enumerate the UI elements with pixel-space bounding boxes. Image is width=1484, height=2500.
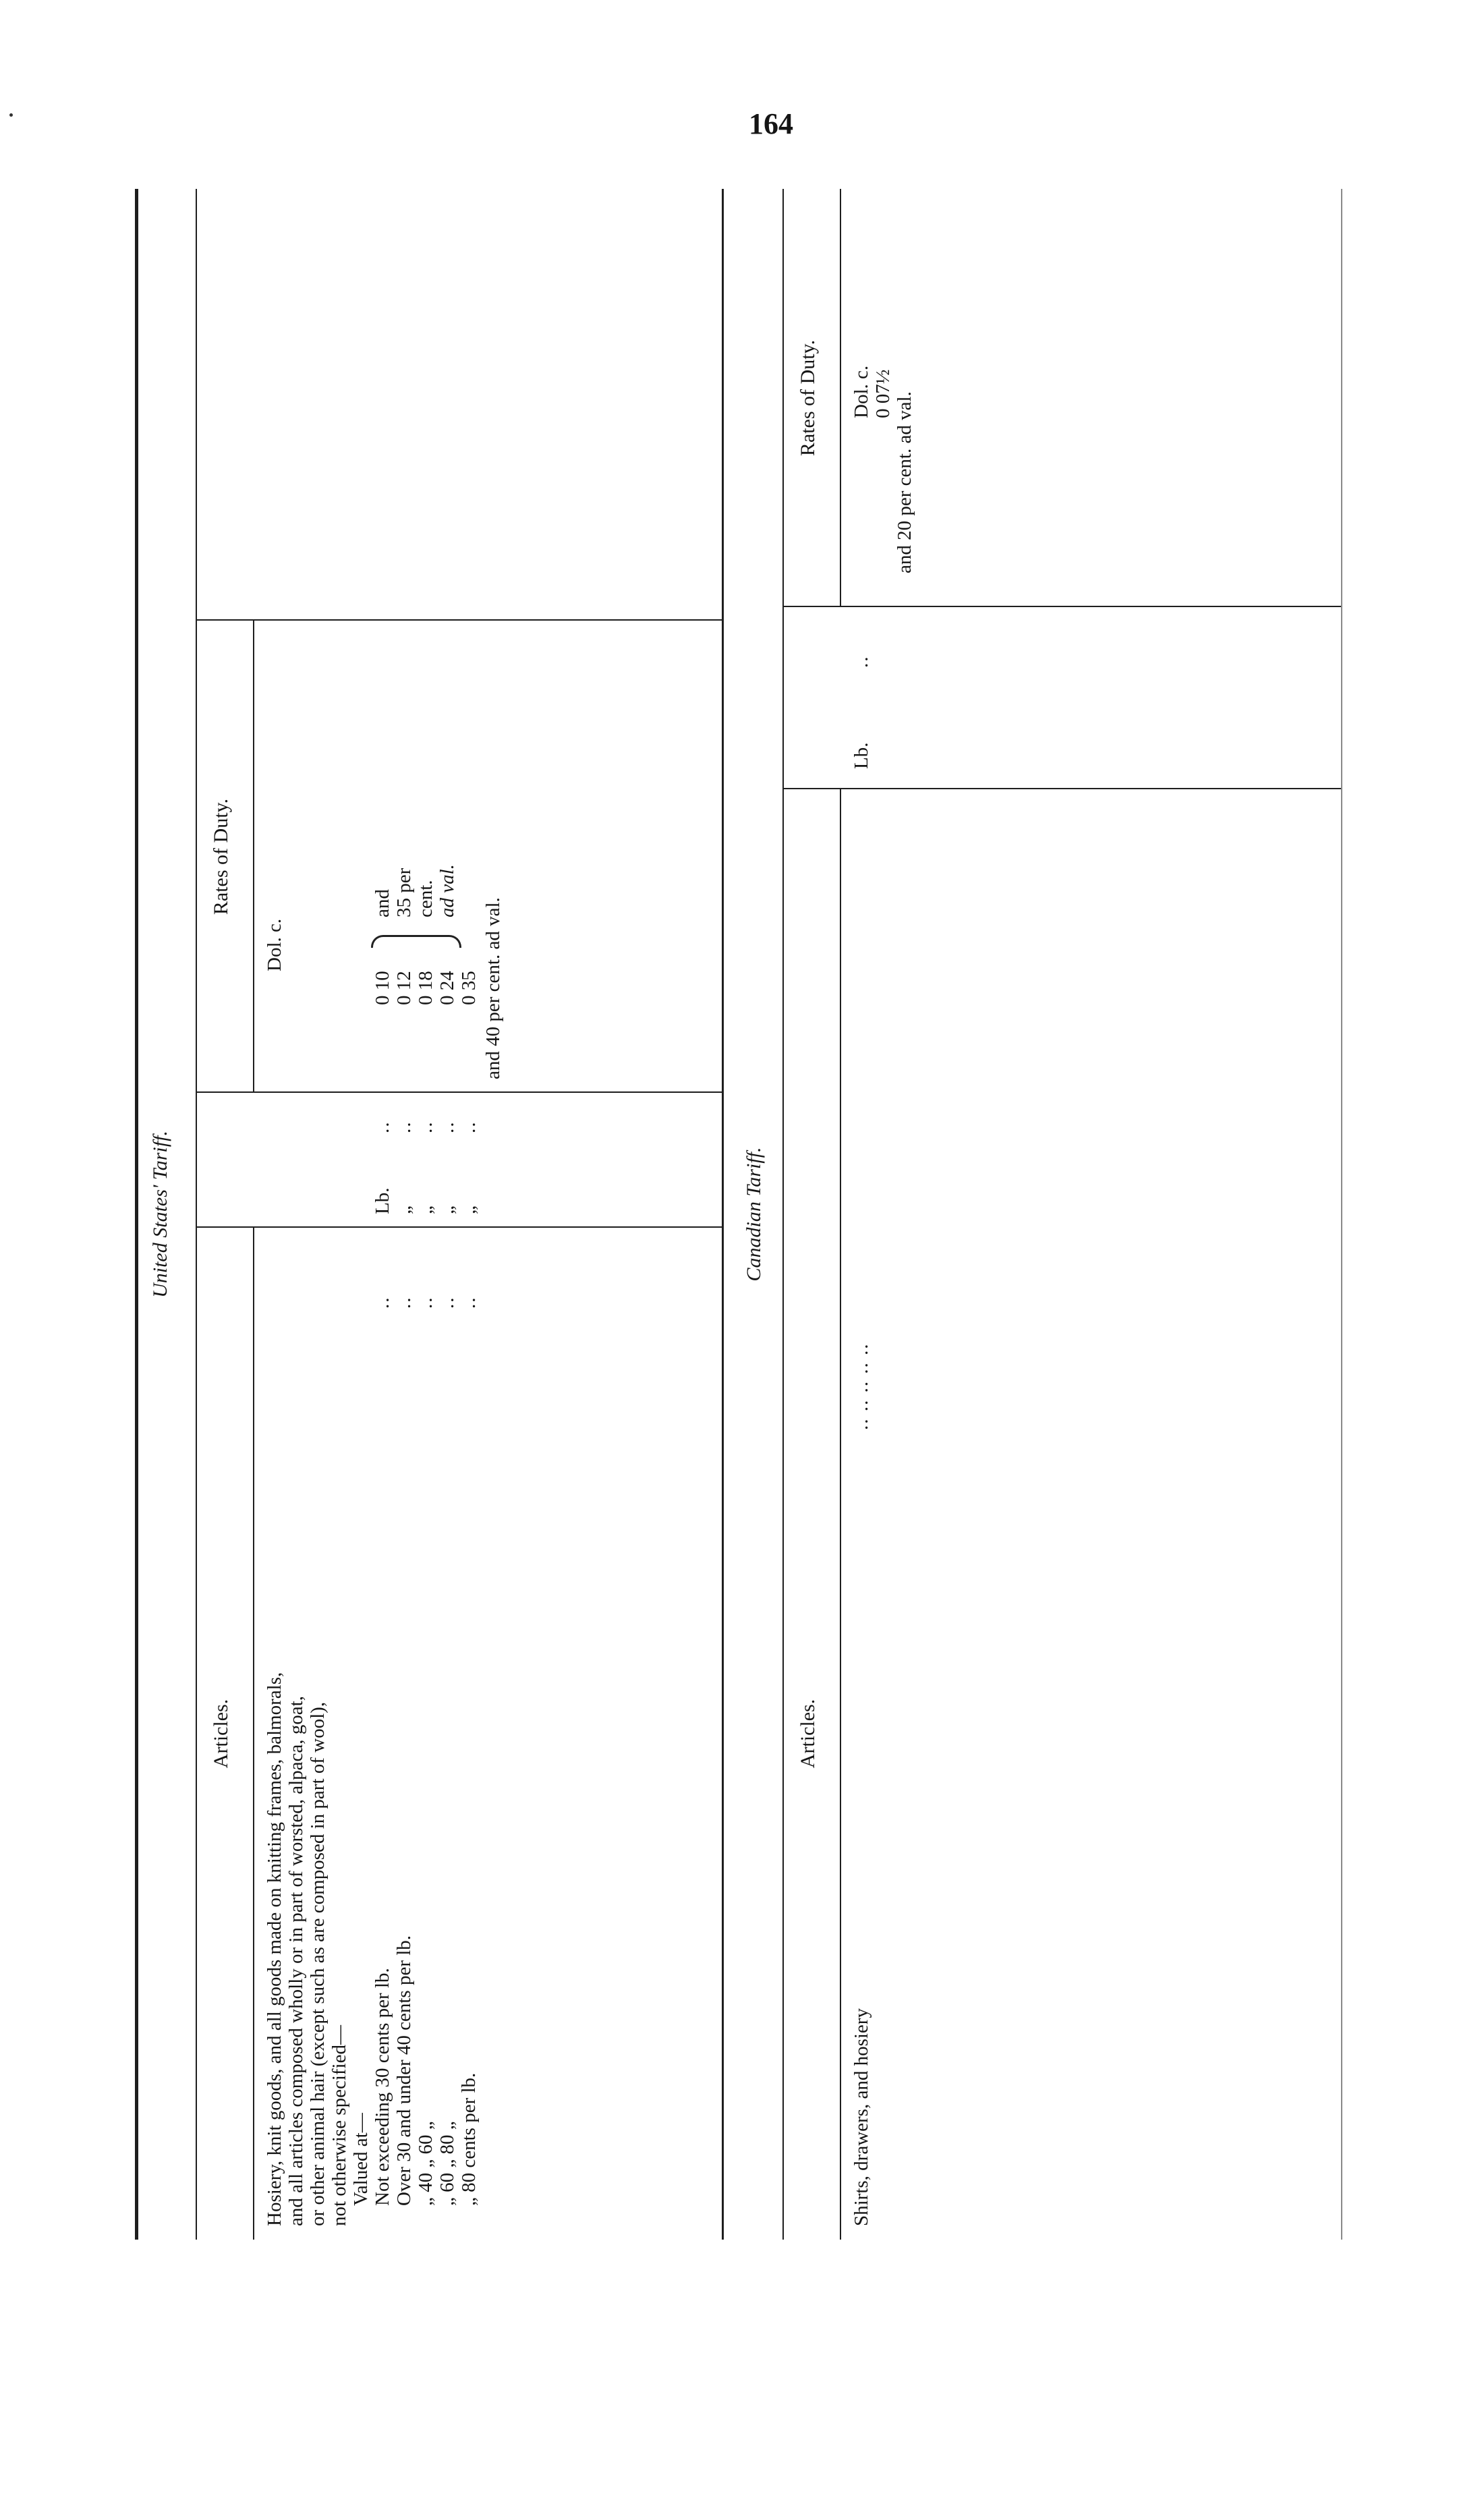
us-hosiery-text: not otherwise specified—: [329, 2025, 350, 2226]
us-hosiery-row-label: Not exceeding 30 cents per lb.: [372, 1968, 393, 2206]
us-hosiery-row-unit: „: [415, 1205, 436, 1214]
us-hosiery-row-dots-b: ..: [372, 1120, 393, 1133]
ca-shirts-rate: 0 07½: [872, 369, 894, 418]
ca-shirts-rate2: and 20 per cent. ad val.: [894, 391, 915, 573]
us-hosiery-text: or other animal hair (except such as are composed in part of wool),: [307, 1701, 329, 2226]
ca-shirts-label: Shirts, drawers, and hosiery: [851, 2008, 872, 2226]
us-hosiery-text: Hosiery, knit goods, and all goods made on knitting frames, balmorals,: [264, 1672, 285, 2226]
us-hosiery-row-dots: ..: [393, 1296, 415, 1309]
us-hosiery-row-dots-b: ..: [458, 1120, 480, 1133]
us-hosiery-row-rate: 0 18: [415, 971, 436, 1005]
us-hosiery-row-rate: 0 35: [458, 971, 480, 1005]
us-hosiery-final-rate: and 40 per cent. ad val.: [482, 897, 504, 1079]
stray-mark: [9, 113, 13, 117]
us-rates-heading: Rates of Duty.: [210, 798, 232, 915]
ca-shirts-unit: Lb.: [851, 742, 872, 769]
ca-tariff-heading: Canadian Tariff.: [743, 1147, 765, 1282]
us-hosiery-text: Valued at—: [350, 2113, 372, 2206]
us-hosiery-row-unit: „: [458, 1205, 480, 1214]
ca-currency-label: Dol. c.: [851, 365, 872, 418]
ca-shirts-dots-b: ..: [851, 655, 872, 668]
us-hosiery-row-label: „ 60 „ 80 „: [436, 2121, 458, 2206]
us-hosiery-text: and all articles composed wholly or in part of worsted, alpaca, goat,: [285, 1696, 307, 2226]
us-hosiery-row-dots-b: ..: [415, 1120, 436, 1133]
ca-rates-heading: Rates of Duty.: [797, 339, 819, 457]
us-hosiery-row-dots-b: ..: [436, 1120, 458, 1133]
us-hosiery-row-rate: 0 24: [436, 971, 458, 1005]
us-hosiery-row-unit: „: [393, 1205, 415, 1214]
tariff-content: [121, 169, 1390, 2462]
us-hosiery-row-dots: ..: [415, 1296, 436, 1309]
us-hosiery-brace-note: ad val.: [436, 864, 458, 917]
us-hosiery-row-label: „ 40 „ 60 „: [415, 2121, 436, 2206]
us-hosiery-brace-note: cent.: [415, 880, 436, 917]
us-currency-label: Dol. c.: [264, 918, 285, 971]
us-hosiery-row-unit: Lb.: [372, 1187, 393, 1214]
us-hosiery-row-label: „ 80 cents per lb.: [458, 2072, 480, 2206]
us-hosiery-row-label: Over 30 and under 40 cents per lb.: [393, 1935, 415, 2206]
us-hosiery-row-dots: ..: [436, 1296, 458, 1309]
us-tariff-heading: United States' Tariff.: [149, 1131, 171, 1298]
ca-articles-heading: Articles.: [797, 1699, 819, 1769]
us-hosiery-row-dots: ..: [458, 1296, 480, 1309]
us-hosiery-row-dots: ..: [372, 1296, 393, 1309]
us-hosiery-brace-note: 35 per: [393, 868, 415, 917]
page-number: 164: [749, 107, 793, 140]
us-hosiery-row-unit: „: [436, 1205, 458, 1214]
ca-shirts-dots: .. .. .. .. ..: [851, 1342, 872, 1430]
us-hosiery-row-rate: 0 10: [372, 971, 393, 1005]
us-hosiery-brace-note: and: [372, 889, 393, 917]
us-articles-heading: Articles.: [210, 1699, 232, 1769]
us-hosiery-row-dots-b: ..: [393, 1120, 415, 1133]
us-hosiery-row-rate: 0 12: [393, 971, 415, 1005]
